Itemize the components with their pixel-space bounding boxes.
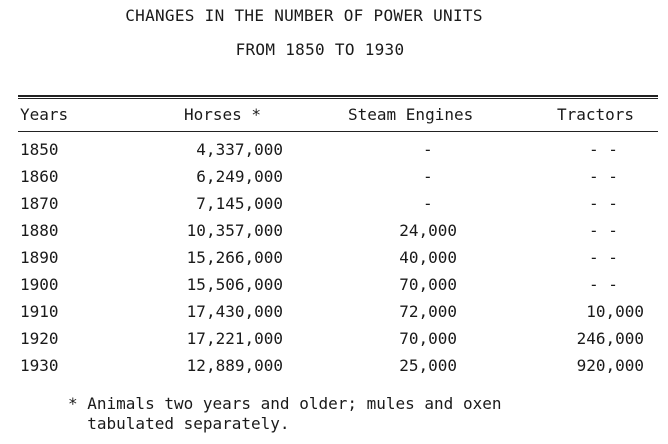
cell-horses: 12,889,000 [186, 356, 283, 375]
cell-steam-engines: 70,000 [399, 275, 457, 294]
cell-tractors: - - [589, 221, 618, 240]
top-rule [18, 95, 658, 97]
header-steam-engines: Steam Engines [348, 105, 474, 124]
cell-horses: 4,337,000 [196, 140, 283, 159]
cell-tractors: - - [589, 167, 618, 186]
cell-horses: 15,266,000 [186, 248, 283, 267]
cell-year: 1900 [20, 275, 59, 294]
cell-horses: 10,357,000 [186, 221, 283, 240]
cell-tractors: - - [589, 140, 618, 159]
cell-year: 1910 [20, 302, 59, 321]
cell-steam-engines: - [423, 167, 433, 186]
cell-steam-engines: - [423, 194, 433, 213]
cell-year: 1880 [20, 221, 59, 240]
cell-horses: 17,430,000 [186, 302, 283, 321]
cell-year: 1890 [20, 248, 59, 267]
cell-tractors: 920,000 [576, 356, 644, 375]
footnote-line-1: * Animals two years and older; mules and oxen [68, 394, 502, 413]
header-rule [18, 131, 658, 132]
cell-tractors: - - [589, 275, 618, 294]
header-tractors: Tractors [557, 105, 635, 124]
header-years: Years [20, 105, 69, 124]
cell-horses: 6,249,000 [196, 167, 283, 186]
cell-year: 1850 [20, 140, 59, 159]
header-horses: Horses * [184, 105, 262, 124]
cell-tractors: - - [589, 248, 618, 267]
cell-year: 1860 [20, 167, 59, 186]
cell-horses: 15,506,000 [186, 275, 283, 294]
cell-year: 1920 [20, 329, 59, 348]
cell-steam-engines: 70,000 [399, 329, 457, 348]
cell-steam-engines: 24,000 [399, 221, 457, 240]
cell-horses: 17,221,000 [186, 329, 283, 348]
cell-tractors: - - [589, 194, 618, 213]
cell-year: 1870 [20, 194, 59, 213]
cell-steam-engines: 40,000 [399, 248, 457, 267]
footnote-line-2: tabulated separately. [68, 414, 290, 433]
top-rule-thin [18, 98, 658, 99]
cell-horses: 7,145,000 [196, 194, 283, 213]
footnote [68, 394, 501, 434]
cell-tractors: 10,000 [586, 302, 644, 321]
cell-steam-engines: - [423, 140, 433, 159]
cell-steam-engines: 25,000 [399, 356, 457, 375]
cell-year: 1930 [20, 356, 59, 375]
cell-tractors: 246,000 [576, 329, 644, 348]
table-title: CHANGES IN THE NUMBER OF POWER UNITS [125, 6, 483, 25]
table-subtitle: FROM 1850 TO 1930 [235, 40, 405, 59]
cell-steam-engines: 72,000 [399, 302, 457, 321]
